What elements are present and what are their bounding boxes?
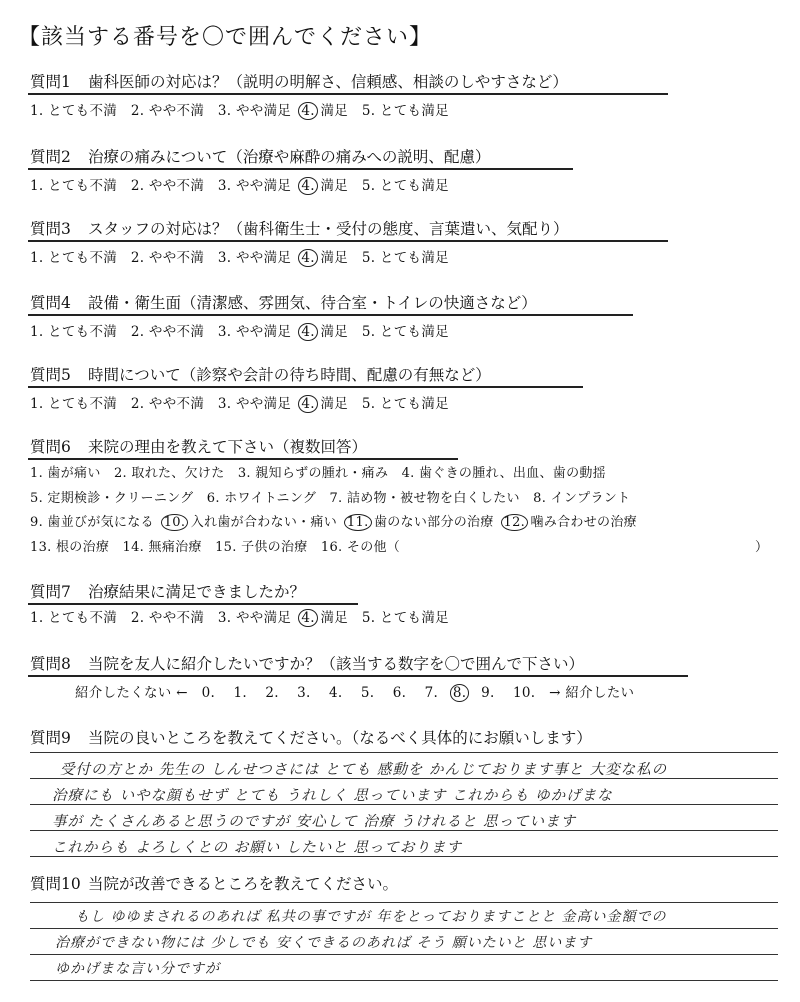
- option-3[interactable]: 3. やや満足: [217, 178, 292, 194]
- reason-11-label: 歯のない部分の治療: [373, 515, 494, 530]
- reason-10-label: 入れ歯が合わない・痛い: [190, 515, 338, 530]
- handwritten-answer-line: 受付の方とか 先生の しんせつさには とても 感動を かんじております事と 大変な私の: [60, 762, 668, 778]
- question-text: 歯科医師の対応は？（説明の明解さ、信頼感、相談のしやすさなど）: [88, 73, 568, 91]
- handwritten-answer-line: ゆかげまな言い分ですが: [55, 961, 220, 977]
- reason-row-2: [30, 487, 630, 506]
- question-text: スタッフの対応は？（歯科衛生士・受付の態度、言葉遣い、気配り）: [88, 220, 569, 238]
- answer-rule: [30, 980, 778, 981]
- option-3[interactable]: 3. やや満足: [217, 610, 292, 626]
- option-1[interactable]: 1. とても不満: [30, 610, 118, 626]
- question-number: 質問1: [30, 73, 71, 91]
- reason-option[interactable]: 4. 歯ぐきの腫れ、出血、歯の動揺: [401, 466, 606, 481]
- question-number: 質問3: [30, 220, 71, 238]
- scale-number[interactable]: 10.: [513, 685, 536, 701]
- scale-right-label: → 紹介したい: [549, 685, 635, 701]
- option-4-circled[interactable]: 4.: [298, 249, 317, 267]
- option-2[interactable]: 2. やや不満: [130, 178, 205, 194]
- reason-option-other[interactable]: 16. その他（: [320, 540, 401, 555]
- question-7: [30, 580, 305, 602]
- option-1[interactable]: 1. とても不満: [30, 396, 118, 412]
- reason-option[interactable]: 15. 子供の治療: [215, 540, 308, 555]
- rating-options-q3: [30, 246, 449, 267]
- question-text: 当院を友人に紹介したいですか？（該当する数字を〇で囲んで下さい）: [88, 655, 585, 673]
- answer-rule: [30, 752, 778, 753]
- question-number: 質問2: [30, 148, 71, 166]
- question-4: [30, 291, 537, 313]
- reason-row-4: [30, 536, 400, 555]
- reason-row-1: [30, 462, 606, 481]
- question-3: [30, 217, 569, 239]
- question-number: 質問7: [30, 583, 71, 601]
- scale-number[interactable]: 6.: [392, 685, 407, 701]
- reason-option[interactable]: 14. 無痛治療: [122, 540, 202, 555]
- question-number: 質問5: [30, 366, 71, 384]
- question-text: 来院の理由を教えて下さい（複数回答）: [88, 438, 368, 456]
- option-3[interactable]: 3. やや満足: [217, 324, 292, 340]
- handwritten-answer-line: 事が たくさんあると思うのですが 安心して 治療 うけれると 思っています: [52, 814, 577, 830]
- question-9: [30, 726, 592, 748]
- option-4-label: 満足: [320, 324, 349, 340]
- option-4-label: 満足: [320, 610, 349, 626]
- option-4-circled[interactable]: 4.: [298, 323, 317, 341]
- option-2[interactable]: 2. やや不満: [130, 396, 205, 412]
- handwritten-answer-line: もし ゆゆまされるのあれば 私共の事ですが 年をとっておりますことと 金高い金額での: [75, 909, 667, 925]
- referral-scale: [75, 681, 634, 702]
- rating-options-q2: [30, 174, 449, 195]
- scale-number[interactable]: 7.: [424, 685, 439, 701]
- question-underline: [28, 168, 573, 170]
- reason-11-circled[interactable]: 11.: [344, 514, 372, 531]
- option-5[interactable]: 5. とても満足: [361, 396, 449, 412]
- question-8: [30, 652, 584, 674]
- option-4-label: 満足: [320, 396, 349, 412]
- option-5[interactable]: 5. とても満足: [361, 610, 449, 626]
- option-5[interactable]: 5. とても満足: [361, 103, 449, 119]
- option-4-circled[interactable]: 4.: [298, 395, 317, 413]
- option-2[interactable]: 2. やや不満: [130, 250, 205, 266]
- reason-option[interactable]: 6. ホワイトニング: [206, 491, 317, 506]
- reason-12-label: 噛み合わせの治療: [530, 515, 637, 530]
- reason-12-circled[interactable]: 12.: [501, 514, 529, 531]
- scale-left-label: 紹介したくない ←: [75, 685, 188, 701]
- option-4-label: 満足: [320, 250, 349, 266]
- question-1: [30, 70, 568, 92]
- other-close-paren: ）: [755, 540, 769, 555]
- option-1[interactable]: 1. とても不満: [30, 178, 118, 194]
- rating-options-q1: [30, 99, 449, 120]
- option-4-circled[interactable]: 4.: [298, 102, 317, 120]
- question-2: [30, 145, 490, 167]
- option-4-circled[interactable]: 4.: [298, 177, 317, 195]
- question-number: 質問9: [30, 729, 71, 747]
- question-6: [30, 435, 367, 457]
- reason-option[interactable]: 1. 歯が痛い: [30, 466, 101, 481]
- question-underline: [28, 386, 583, 388]
- page-title: 【該当する番号を〇で囲んでください】: [18, 25, 433, 50]
- question-10: [30, 872, 398, 894]
- answer-rule: [30, 954, 778, 955]
- question-text: 治療の痛みについて（治療や麻酔の痛みへの説明、配慮）: [88, 148, 491, 166]
- reason-option[interactable]: 2. 取れた、欠けた: [113, 466, 225, 481]
- scale-number[interactable]: 2.: [265, 685, 279, 701]
- option-1[interactable]: 1. とても不満: [30, 324, 118, 340]
- reason-option[interactable]: 8. インプラント: [533, 491, 631, 506]
- answer-rule: [30, 902, 778, 903]
- scale-number[interactable]: 1.: [233, 685, 247, 701]
- scale-number[interactable]: 5.: [360, 685, 375, 701]
- option-4-label: 満足: [320, 178, 349, 194]
- reason-row-3: [30, 511, 637, 531]
- option-5[interactable]: 5. とても満足: [361, 324, 449, 340]
- reason-option[interactable]: 7. 詰め物・被せ物を白くしたい: [329, 491, 520, 506]
- question-underline: [28, 240, 668, 242]
- option-3[interactable]: 3. やや満足: [217, 250, 292, 266]
- question-text: 当院の良いところを教えてください。（なるべく具体的にお願いします）: [88, 729, 592, 747]
- question-text: 時間について（診察や会計の待ち時間、配慮の有無など）: [88, 366, 491, 384]
- option-4-label: 満足: [320, 103, 349, 119]
- option-2[interactable]: 2. やや不満: [130, 103, 205, 119]
- option-1[interactable]: 1. とても不満: [30, 250, 118, 266]
- option-3[interactable]: 3. やや満足: [217, 396, 292, 412]
- scale-number[interactable]: 3.: [297, 685, 311, 701]
- handwritten-answer-line: 治療ができない物には 少しでも 安くできるのあれば そう 願いたいと 思います: [55, 935, 593, 951]
- reason-option[interactable]: 9. 歯並びが気になる: [30, 515, 154, 530]
- question-underline: [28, 314, 633, 316]
- option-3[interactable]: 3. やや満足: [217, 103, 292, 119]
- scale-number-circled[interactable]: 8.: [450, 684, 469, 702]
- option-2[interactable]: 2. やや不満: [130, 324, 205, 340]
- question-number: 質問10: [30, 875, 81, 893]
- question-text: 当院が改善できるところを教えてください。: [88, 875, 399, 893]
- reason-option[interactable]: 13. 根の治療: [30, 540, 110, 555]
- reason-option[interactable]: 5. 定期検診・クリーニング: [30, 491, 194, 506]
- option-5[interactable]: 5. とても満足: [361, 250, 449, 266]
- rating-options-q7: [30, 606, 449, 627]
- scale-number[interactable]: 4.: [329, 685, 343, 701]
- reason-option[interactable]: 3. 親知らずの腫れ・痛み: [237, 466, 389, 481]
- question-text: 治療結果に満足できましたか？: [88, 583, 306, 601]
- option-2[interactable]: 2. やや不満: [130, 610, 205, 626]
- option-5[interactable]: 5. とても満足: [361, 178, 449, 194]
- handwritten-answer-line: 治療にも いやな顔もせず とても うれしく 思っています これからも ゆかげまな: [52, 788, 613, 804]
- question-number: 質問4: [30, 294, 71, 312]
- question-number: 質問8: [30, 655, 71, 673]
- question-number: 質問6: [30, 438, 71, 456]
- question-text: 設備・衛生面（清潔感、雰囲気、待合室・トイレの快適さなど）: [88, 294, 537, 312]
- handwritten-answer-line: これからも よろしくとの お願い したいと 思っております: [52, 840, 462, 856]
- rating-options-q5: [30, 392, 449, 413]
- option-1[interactable]: 1. とても不満: [30, 103, 118, 119]
- question-5: [30, 363, 491, 385]
- question-underline: [28, 675, 688, 677]
- scale-number[interactable]: 9.: [481, 685, 495, 701]
- scale-number[interactable]: 0.: [201, 685, 216, 701]
- question-underline: [28, 93, 668, 95]
- question-underline: [28, 458, 458, 460]
- question-underline: [28, 603, 358, 605]
- reason-10-circled[interactable]: 10.: [161, 514, 189, 531]
- rating-options-q4: [30, 320, 449, 341]
- answer-rule: [30, 928, 778, 929]
- option-4-circled[interactable]: 4.: [298, 609, 317, 627]
